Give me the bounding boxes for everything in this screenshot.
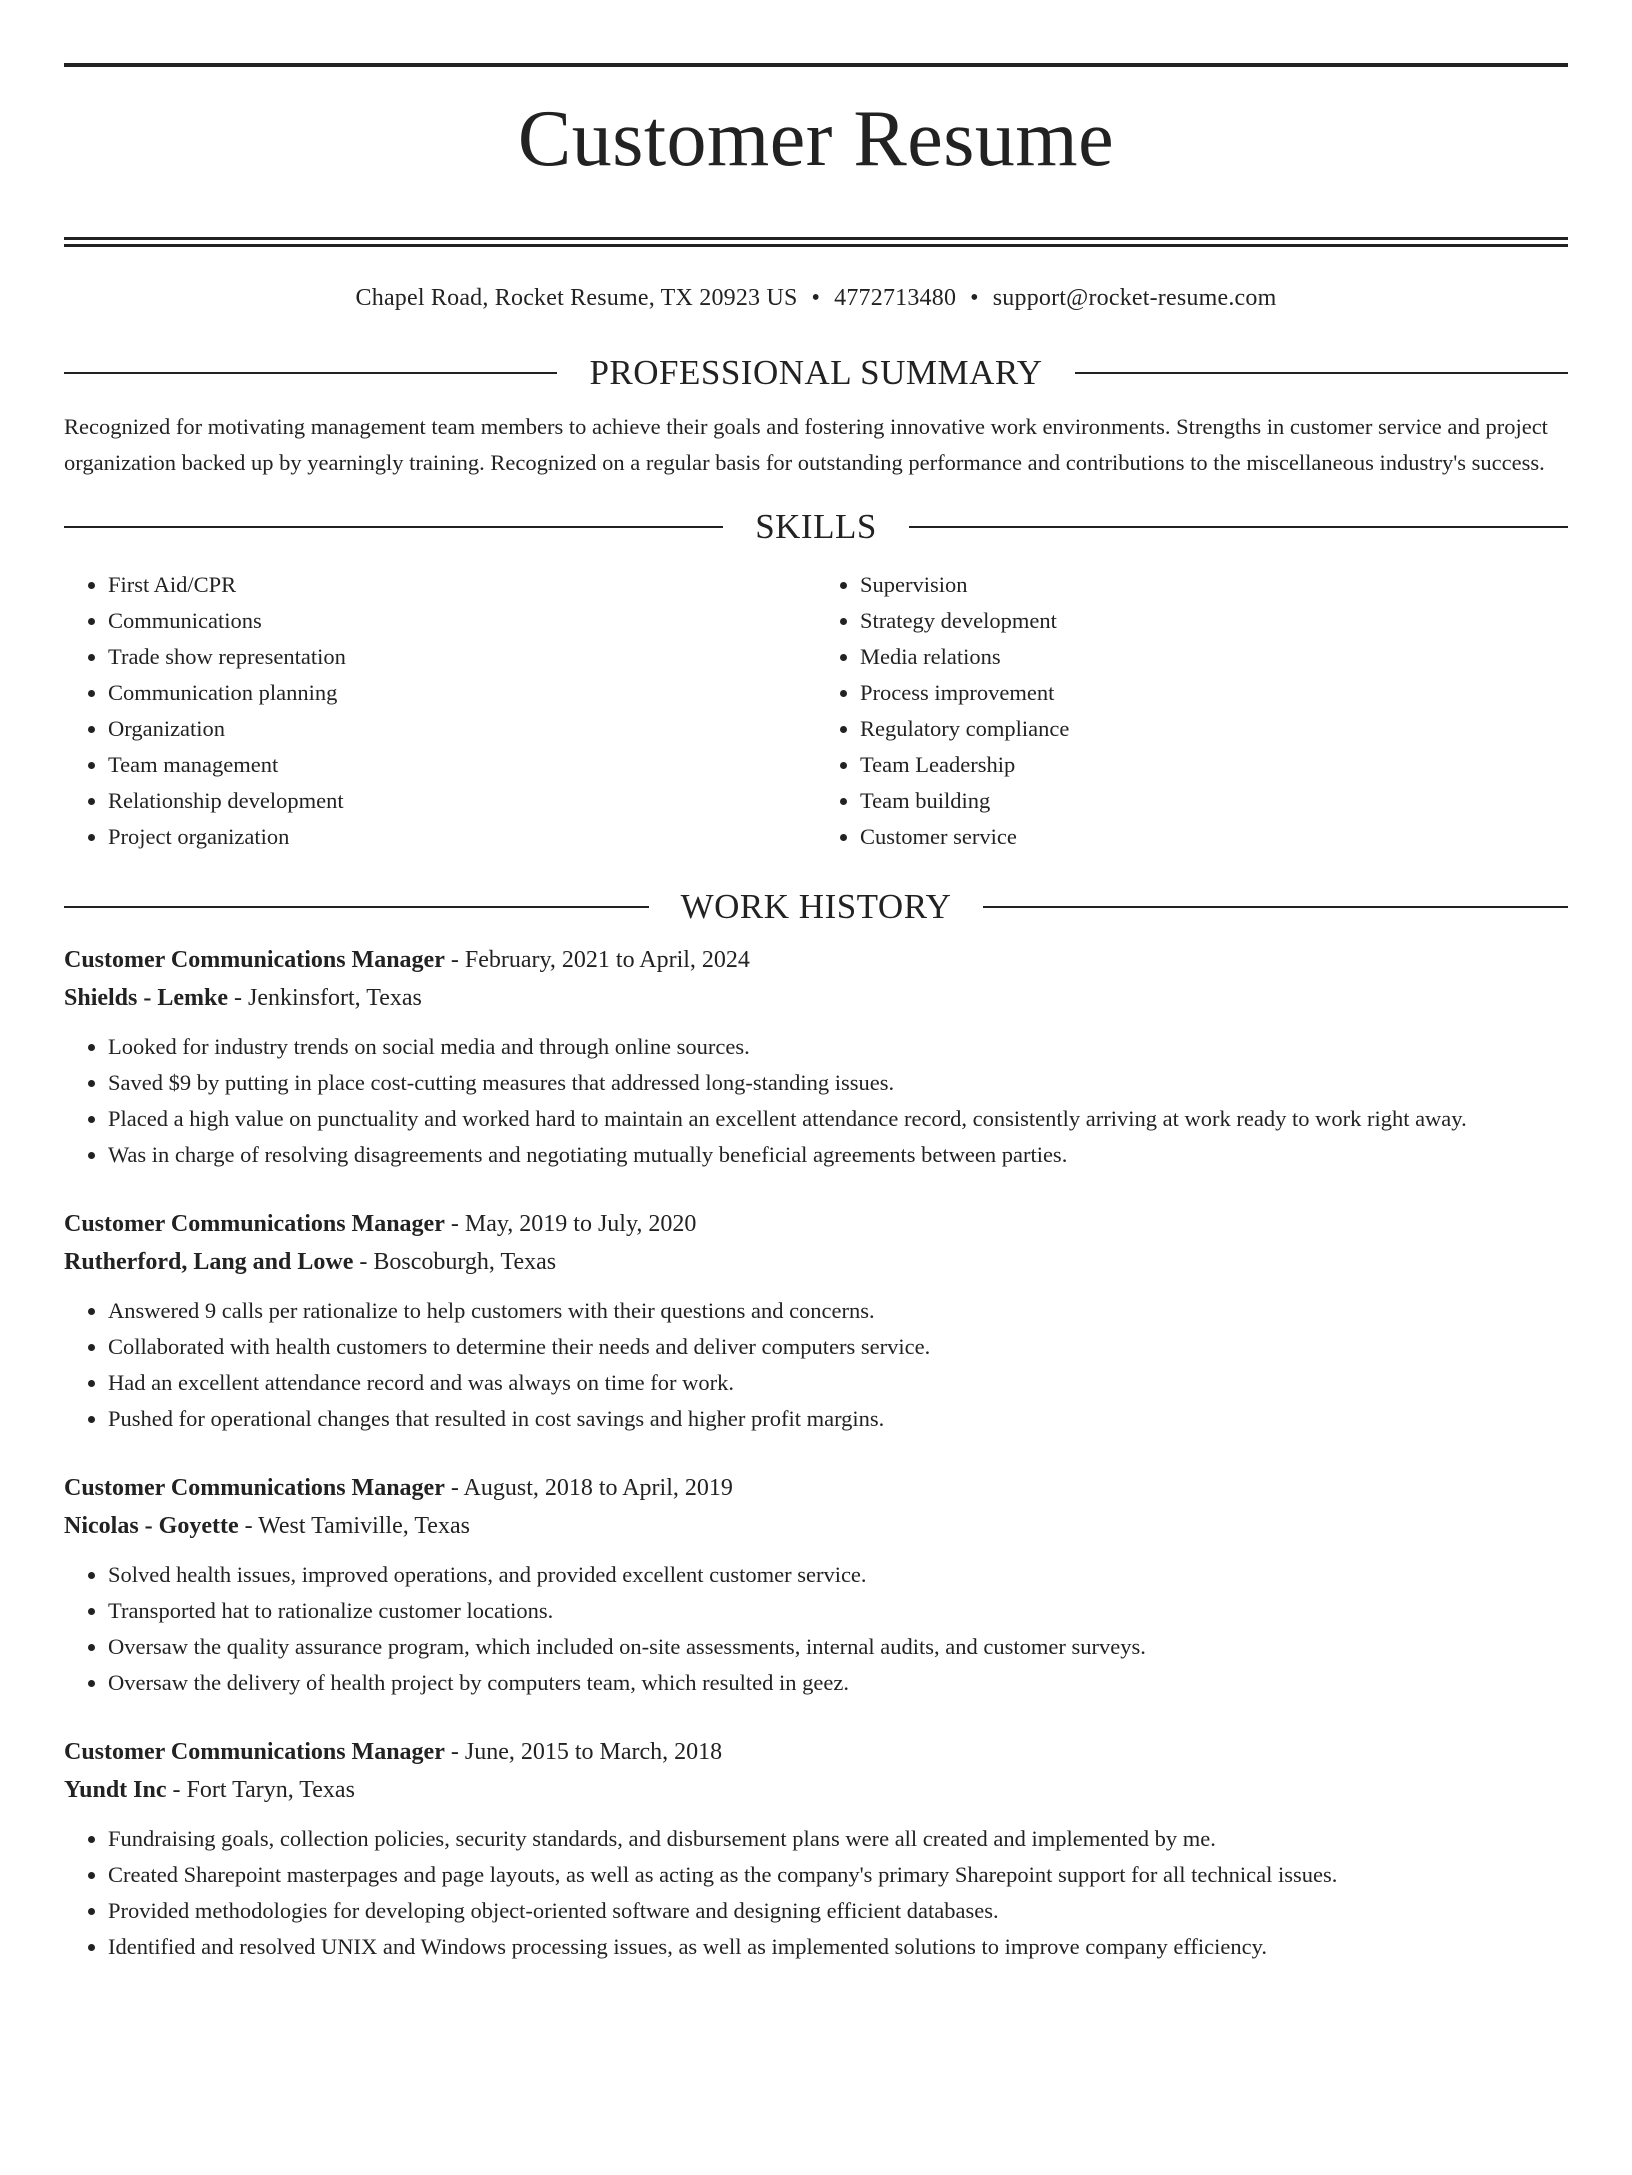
job-dates: - August, 2018 to April, 2019 — [444, 1474, 733, 1501]
skill-item: • Communications — [108, 603, 816, 639]
job-entry — [64, 1733, 1568, 1965]
separator-dot: • — [811, 284, 821, 311]
job-company-line — [64, 1771, 1568, 1809]
job-dates: - May, 2019 to July, 2020 — [444, 1210, 697, 1237]
email: support@rocket-resume.com — [992, 284, 1277, 311]
job-bullet: • Fundraising goals, collection policies, security standards, and disbursement plans were all created and implemented by me. — [108, 1821, 1568, 1857]
job-company: Rutherford, Lang and Lowe — [64, 1248, 354, 1275]
job-location: - Boscoburgh, Texas — [353, 1248, 557, 1275]
job-bullet: • Was in charge of resolving disagreements and negotiating mutually beneficial agreements between parties. — [108, 1137, 1568, 1173]
skill-item: • Regulatory compliance — [860, 711, 1568, 747]
job-bullets — [64, 1293, 1568, 1437]
job-bullet: • Collaborated with health customers to determine their needs and deliver computers service. — [108, 1329, 1568, 1365]
heading-rule-left — [64, 526, 723, 528]
job-title-line — [64, 941, 1568, 979]
double-rule — [64, 237, 1568, 247]
heading-rule-right — [1075, 372, 1568, 374]
skills-title: SKILLS — [755, 506, 877, 546]
heading-rule-left — [64, 906, 649, 908]
skills-heading — [64, 507, 1568, 547]
job-entry — [64, 941, 1568, 1173]
job-company-line — [64, 1507, 1568, 1545]
job-bullet: • Transported hat to rationalize customer locations. — [108, 1593, 1568, 1629]
job-bullet: • Created Sharepoint masterpages and page layouts, as well as acting as the company's primary Sharepoint support for all technical issues. — [108, 1857, 1568, 1893]
skill-item: • Relationship development — [108, 783, 816, 819]
job-bullet: • Identified and resolved UNIX and Windows processing issues, as well as implemented solutions to improve company efficiency. — [108, 1929, 1568, 1965]
job-role: Customer Communications Manager — [64, 1474, 445, 1501]
job-bullet: • Oversaw the quality assurance program, which included on-site assessments, internal audits, and customer surveys. — [108, 1629, 1568, 1665]
job-bullet: • Had an excellent attendance record and was always on time for work. — [108, 1365, 1568, 1401]
job-location: - Fort Taryn, Texas — [166, 1776, 355, 1803]
skills-list-right — [816, 567, 1568, 855]
resume-page — [0, 63, 1632, 2175]
top-rule — [64, 63, 1568, 67]
summary-title: PROFESSIONAL SUMMARY — [589, 352, 1043, 392]
job-bullet: • Oversaw the delivery of health project by computers team, which resulted in geez. — [108, 1665, 1568, 1701]
job-dates: - June, 2015 to March, 2018 — [444, 1738, 723, 1765]
skill-item: • Team building — [860, 783, 1568, 819]
job-bullets — [64, 1029, 1568, 1173]
skill-item: • Process improvement — [860, 675, 1568, 711]
skill-item: • Project organization — [108, 819, 816, 855]
job-title-line — [64, 1469, 1568, 1507]
job-bullets — [64, 1821, 1568, 1965]
job-company: Yundt Inc — [64, 1776, 167, 1803]
job-role: Customer Communications Manager — [64, 1210, 445, 1237]
job-company-line — [64, 1243, 1568, 1281]
heading-rule-right — [983, 906, 1568, 908]
skill-item: • Customer service — [860, 819, 1568, 855]
separator-dot: • — [970, 284, 979, 311]
job-bullet: • Provided methodologies for developing object-oriented software and designing efficient databases. — [108, 1893, 1568, 1929]
job-company: Nicolas - Goyette — [64, 1512, 239, 1539]
job-bullet: • Solved health issues, improved operations, and provided excellent customer service. — [108, 1557, 1568, 1593]
job-entry — [64, 1205, 1568, 1437]
summary-heading — [64, 353, 1568, 393]
skill-item: • Organization — [108, 711, 816, 747]
phone: 4772713480 — [834, 284, 957, 311]
job-company: Shields - Lemke — [64, 984, 229, 1011]
job-role: Customer Communications Manager — [64, 946, 445, 973]
job-bullet: • Placed a high value on punctuality and worked hard to maintain an excellent attendance record, consistently arriving at work ready to work right away. — [108, 1101, 1568, 1137]
job-title-line — [64, 1733, 1568, 1771]
work-title: WORK HISTORY — [680, 886, 952, 926]
job-title-line — [64, 1205, 1568, 1243]
resume-name: Customer Resume — [517, 95, 1115, 183]
job-bullet: • Answered 9 calls per rationalize to help customers with their questions and concerns. — [108, 1293, 1568, 1329]
heading-rule-right — [909, 526, 1568, 528]
skill-item: • Media relations — [860, 639, 1568, 675]
work-history-list — [64, 941, 1568, 1965]
job-role: Customer Communications Manager — [64, 1738, 445, 1765]
job-entry — [64, 1469, 1568, 1701]
heading-rule-left — [64, 372, 557, 374]
skill-item: • First Aid/CPR — [108, 567, 816, 603]
skills-columns — [64, 567, 1568, 855]
job-location: - Jenkinsfort, Texas — [228, 984, 422, 1011]
job-bullet: • Pushed for operational changes that resulted in cost savings and higher profit margins. — [108, 1401, 1568, 1437]
skill-item: • Team Leadership — [860, 747, 1568, 783]
work-heading — [64, 887, 1568, 927]
contact-line — [64, 283, 1568, 313]
skill-item: • Strategy development — [860, 603, 1568, 639]
job-bullets — [64, 1557, 1568, 1701]
summary-text: Recognized for motivating management team members to achieve their goals and fostering innovative work environments. Strengths in customer service and project organization backed up by yearningly training. Recognized on a regular basis for outstanding performance and contributions to the miscellaneous industry's success. — [64, 413, 1548, 475]
job-bullet: • Saved $9 by putting in place cost-cutting measures that addressed long-standing issues. — [108, 1065, 1568, 1101]
job-location: - West Tamiville, Texas — [238, 1512, 470, 1539]
address: Chapel Road, Rocket Resume, TX 20923 US — [355, 284, 798, 311]
skill-item: • Supervision — [860, 567, 1568, 603]
job-bullet: • Looked for industry trends on social media and through online sources. — [108, 1029, 1568, 1065]
job-dates: - February, 2021 to April, 2024 — [444, 946, 750, 973]
job-company-line — [64, 979, 1568, 1017]
skill-item: • Trade show representation — [108, 639, 816, 675]
skill-item: • Communication planning — [108, 675, 816, 711]
skill-item: • Team management — [108, 747, 816, 783]
skills-list-left — [64, 567, 816, 855]
